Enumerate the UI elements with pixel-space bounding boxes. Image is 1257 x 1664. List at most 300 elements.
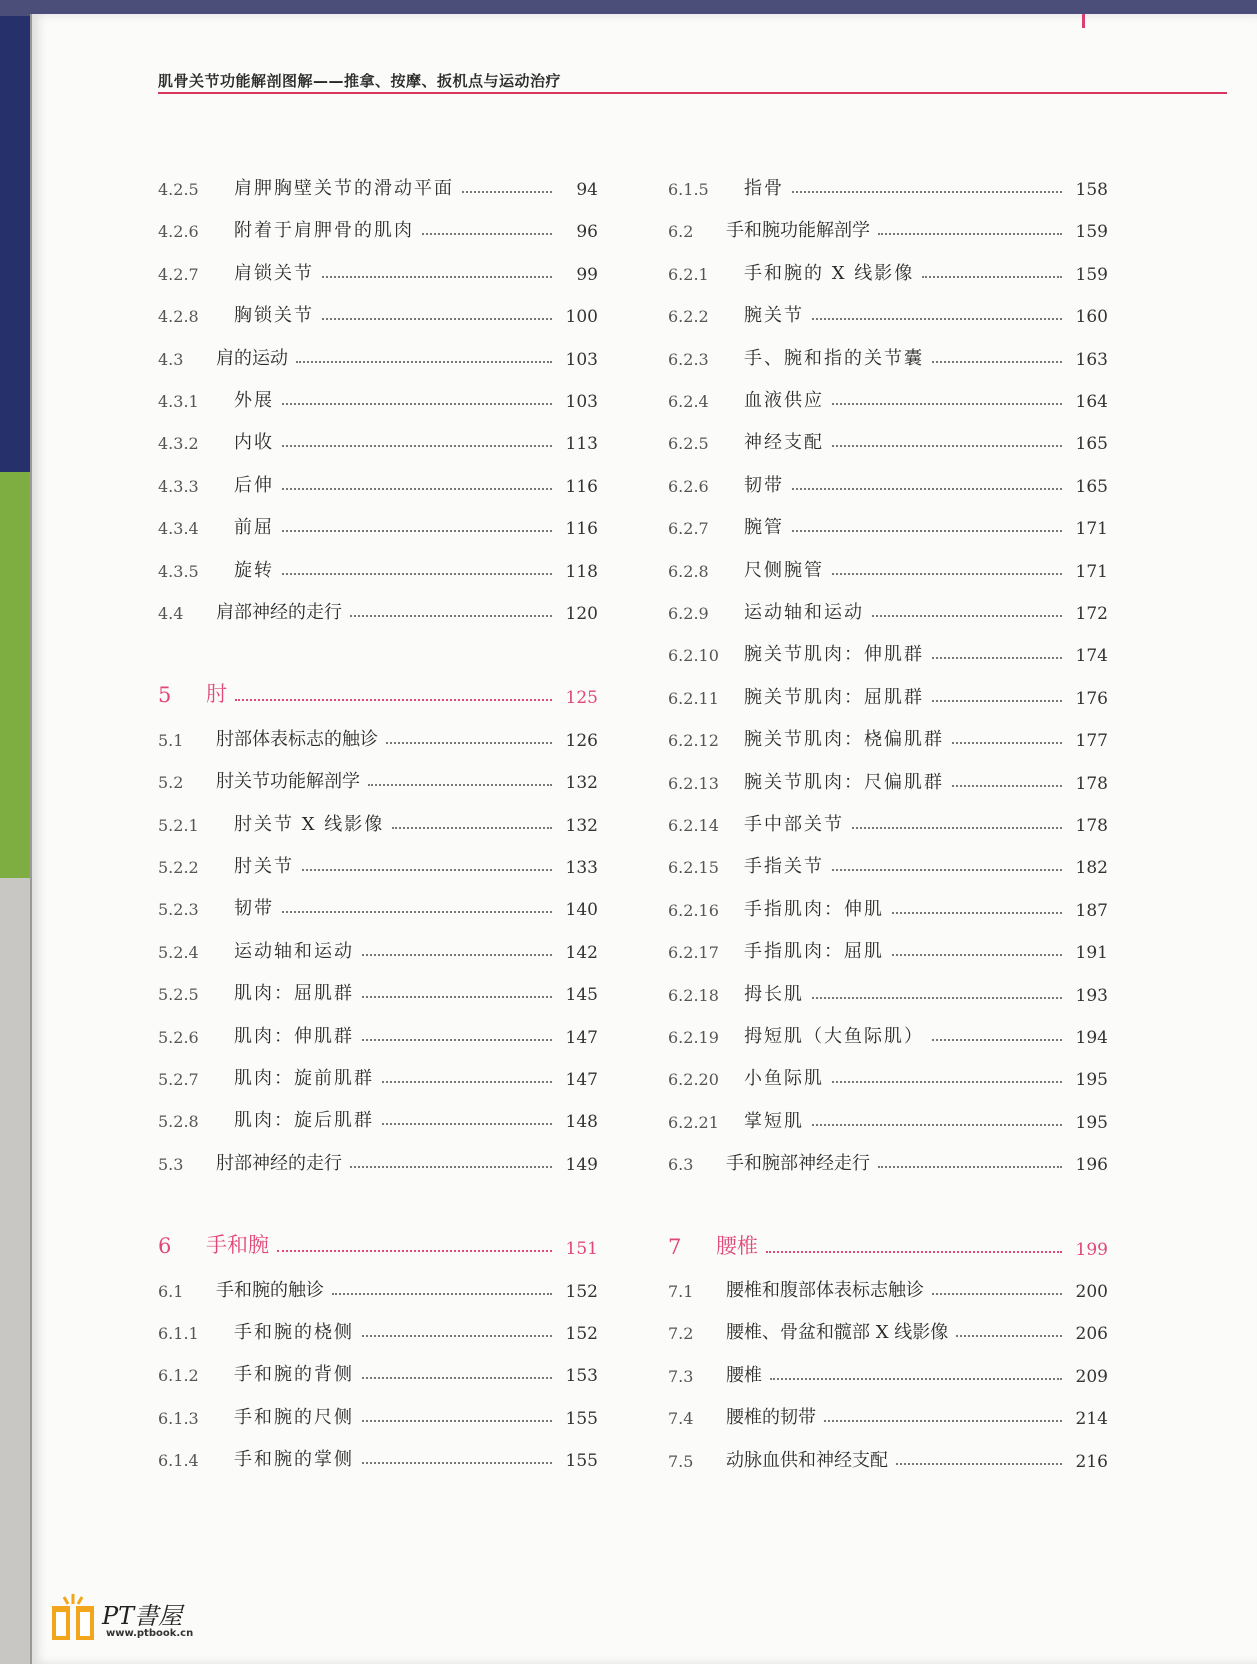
toc-entry-title: 腰椎: [716, 1233, 758, 1258]
toc-entry: [158, 509, 598, 539]
toc-entry-page: 140: [565, 900, 598, 921]
toc-entry-title: 手和腕的背侧: [234, 1364, 354, 1386]
toc-leader-dots: [792, 488, 1062, 490]
toc-entry-number: 6.2.14: [668, 816, 719, 835]
toc-entry-number: 6.2.16: [668, 900, 719, 920]
toc-leader-dots: [362, 996, 552, 998]
toc-entry-number: 6.2.20: [668, 1070, 719, 1090]
toc-entry-page: 94: [576, 180, 598, 200]
toc-entry-page: 126: [565, 730, 598, 751]
toc-entry: [158, 1399, 598, 1429]
toc-leader-dots: [282, 445, 552, 447]
toc-leader-dots: [362, 1420, 552, 1422]
toc-entry-page: 176: [1075, 688, 1108, 709]
toc-entry: [668, 764, 1108, 794]
toc-entry-number: 5.1: [158, 730, 184, 750]
toc-leader-dots: [932, 1039, 1062, 1041]
toc-entry-page: 155: [565, 1408, 598, 1429]
toc-entry: [668, 1357, 1108, 1387]
toc-entry-page: 194: [1075, 1028, 1108, 1048]
toc-entry: [668, 1018, 1108, 1048]
toc-entry-number: 4.3.2: [158, 434, 199, 454]
toc-entry: [668, 933, 1108, 963]
toc-entry-title: 肩的运动: [216, 347, 288, 369]
toc-leader-dots: [932, 361, 1062, 363]
toc-entry-title: 腰椎和腹部体表标志触诊: [726, 1280, 924, 1301]
toc-leader-dots: [350, 615, 552, 617]
toc-leader-dots: [362, 954, 552, 956]
toc-leader-dots: [282, 573, 552, 575]
toc-entry-title: 手和腕功能解剖学: [726, 220, 870, 242]
toc-entry-number: 6.2.3: [668, 349, 709, 369]
toc-entry-page: 133: [565, 858, 598, 878]
toc-entry-number: 6.2.4: [668, 392, 709, 411]
toc-entry-title: 尺侧腕管: [744, 559, 824, 581]
toc-entry-title: 胸锁关节: [234, 305, 314, 327]
toc-entry-page: 174: [1075, 646, 1108, 667]
toc-entry-number: 5: [158, 683, 172, 708]
toc-entry-page: 152: [565, 1281, 598, 1302]
toc-entry: [158, 848, 598, 878]
toc-leader-dots: [382, 1123, 552, 1125]
toc-entry-page: 195: [1075, 1070, 1108, 1091]
toc-entry-number: 5.3: [158, 1154, 184, 1174]
toc-entry: [668, 1314, 1108, 1344]
toc-entry-title: 后伸: [234, 474, 274, 496]
toc-entry-title: 手和腕: [206, 1233, 269, 1258]
toc-entry-title: 拇短肌（大鱼际肌）: [744, 1026, 924, 1047]
toc-entry-title: 小鱼际肌: [744, 1068, 824, 1090]
toc-entry: [668, 297, 1108, 327]
toc-entry: [158, 255, 598, 285]
toc-leader-dots: [832, 573, 1062, 575]
toc-leader-dots: [282, 911, 552, 913]
cover-edge-gray: [0, 878, 30, 1664]
toc-entry: [668, 340, 1108, 370]
toc-chapter-entry: [158, 678, 598, 708]
toc-entry-title: 前屈: [234, 517, 274, 539]
toc-entry-number: 6.2.21: [668, 1112, 719, 1132]
toc-entry-title: 肘: [206, 682, 227, 707]
toc-entry-page: 113: [565, 434, 598, 455]
toc-leader-dots: [878, 1166, 1062, 1168]
toc-entry-page: 164: [1075, 392, 1108, 412]
toc-entry-page: 159: [1075, 222, 1108, 243]
toc-entry-page: 125: [565, 688, 598, 709]
toc-entry-title: 手和腕的尺侧: [234, 1406, 354, 1428]
toc-entry: [668, 212, 1108, 242]
toc-leader-dots: [422, 233, 552, 235]
toc-entry: [158, 890, 598, 920]
toc-entry-number: 6.3: [668, 1155, 694, 1175]
toc-entry-page: 206: [1075, 1324, 1108, 1345]
toc-entry-title: 肩部神经的走行: [216, 602, 342, 623]
toc-leader-dots: [322, 318, 552, 320]
toc-entry-number: 6.2.15: [668, 858, 719, 878]
toc-entry: [668, 1103, 1108, 1133]
toc-entry-title: 掌短肌: [744, 1110, 804, 1132]
toc-entry: [668, 721, 1108, 751]
watermark-brand: PT書屋: [102, 1602, 183, 1630]
toc-entry-page: 103: [565, 392, 598, 412]
toc-entry-page: 145: [565, 985, 598, 1006]
toc-entry-title: 肌肉：旋前肌群: [234, 1068, 374, 1089]
toc-entry-title: 肘部神经的走行: [216, 1152, 342, 1174]
toc-leader-dots: [932, 1293, 1062, 1295]
toc-leader-dots: [832, 1081, 1062, 1083]
toc-entry-title: 韧带: [234, 898, 274, 920]
toc-entry-number: 5.2.6: [158, 1027, 199, 1047]
toc-entry: [158, 424, 598, 454]
toc-entry-title: 手和腕的掌侧: [234, 1449, 354, 1471]
toc-entry: [158, 552, 598, 582]
toc-entry-title: 腕管: [744, 517, 784, 539]
toc-entry-title: 腕关节肌肉：屈肌群: [744, 686, 924, 708]
toc-entry: [158, 1356, 598, 1386]
toc-entry-number: 6.2.7: [668, 519, 709, 539]
toc-leader-dots: [362, 1335, 552, 1337]
toc-entry-page: 120: [565, 604, 598, 624]
toc-entry-number: 6.1.4: [158, 1451, 199, 1471]
toc-entry-number: 5.2.5: [158, 985, 199, 1005]
toc-entry-title: 动脉血供和神经支配: [726, 1449, 888, 1471]
toc-entry-title: 肩锁关节: [234, 262, 314, 284]
toc-entry-title: 手中部关节: [744, 814, 844, 835]
toc-entry-number: 4.2.8: [158, 307, 199, 327]
toc-entry: [668, 594, 1108, 624]
toc-entry-number: 5.2.1: [158, 815, 199, 835]
toc-entry-number: 6.1.1: [158, 1324, 199, 1343]
toc-leader-dots: [872, 615, 1062, 617]
cover-edge-blue: [0, 16, 30, 472]
toc-entry-page: 172: [1075, 604, 1108, 624]
toc-entry-title: 手和腕的桡侧: [234, 1322, 354, 1343]
toc-entry-title: 肌肉：屈肌群: [234, 983, 354, 1005]
toc-leader-dots: [282, 488, 552, 490]
toc-entry: [158, 1145, 598, 1175]
toc-entry: [668, 1442, 1108, 1472]
toc-entry: [668, 170, 1108, 200]
toc-entry-number: 6.1.5: [668, 180, 709, 199]
toc-entry-page: 132: [565, 773, 598, 794]
toc-entry: [158, 297, 598, 327]
toc-entry-page: 191: [1075, 943, 1108, 964]
toc-leader-dots: [956, 1335, 1062, 1337]
toc-entry-page: 99: [576, 264, 598, 285]
toc-entry-page: 200: [1075, 1282, 1108, 1302]
toc-leader-dots: [896, 1463, 1062, 1465]
toc-entry-page: 116: [565, 476, 598, 497]
toc-entry-title: 手指关节: [744, 856, 824, 878]
toc-leader-dots: [368, 784, 552, 786]
toc-leader-dots: [235, 699, 552, 701]
toc-entry-number: 4.3.5: [158, 561, 199, 581]
toc-entry-number: 5.2.7: [158, 1070, 199, 1089]
toc-leader-dots: [932, 700, 1062, 702]
toc-chapter-entry: [158, 1229, 598, 1259]
toc-leader-dots: [824, 1420, 1062, 1422]
toc-entry-number: 4.3.3: [158, 476, 199, 496]
toc-entry-page: 149: [565, 1154, 598, 1175]
toc-entry: [668, 806, 1108, 836]
toc-entry-title: 旋转: [234, 559, 274, 581]
toc-leader-dots: [277, 1250, 552, 1252]
toc-entry-number: 5.2: [158, 773, 184, 793]
toc-entry: [668, 976, 1108, 1006]
toc-entry: [158, 806, 598, 836]
toc-entry-page: 103: [565, 349, 598, 370]
toc-entry-title: 腕关节: [744, 305, 804, 327]
toc-entry: [668, 382, 1108, 412]
toc-entry-page: 151: [565, 1239, 598, 1260]
toc-entry-title: 运动轴和运动: [234, 940, 354, 962]
toc-entry-number: 5.2.8: [158, 1112, 199, 1132]
toc-leader-dots: [792, 530, 1062, 532]
toc-entry-number: 6.1.3: [158, 1408, 199, 1428]
toc-entry: [668, 1272, 1108, 1302]
toc-leader-dots: [892, 912, 1062, 914]
toc-entry-number: 6: [158, 1234, 172, 1259]
toc-entry-number: 5.2.3: [158, 900, 199, 920]
toc-leader-dots: [332, 1293, 552, 1295]
toc-entry-number: 4.2.6: [158, 222, 199, 242]
toc-entry-title: 手指肌肉：伸肌: [744, 898, 884, 920]
toc-leader-dots: [766, 1251, 1062, 1253]
toc-entry-page: 160: [1075, 307, 1108, 328]
toc-entry-title: 肘关节 X 线影像: [234, 813, 385, 835]
toc-entry-number: 6.2.2: [668, 307, 709, 327]
toc-entry-number: 6.2: [668, 222, 694, 242]
toc-leader-dots: [878, 233, 1062, 235]
toc-leader-dots: [832, 869, 1062, 871]
toc-entry: [668, 467, 1108, 497]
toc-entry-title: 内收: [234, 432, 274, 454]
toc-entry-page: 96: [576, 222, 598, 243]
toc-entry-page: 199: [1075, 1239, 1108, 1260]
toc-leader-dots: [792, 191, 1062, 193]
toc-entry-page: 182: [1075, 858, 1108, 879]
toc-entry-number: 4.4: [158, 604, 184, 623]
toc-entry-number: 5.2.4: [158, 942, 199, 962]
watermark-url: www.ptbook.cn: [106, 1628, 194, 1639]
toc-entry-number: 6.2.1: [668, 264, 709, 284]
toc-entry: [158, 763, 598, 793]
toc-entry-number: 7.3: [668, 1366, 694, 1386]
toc-leader-dots: [832, 445, 1062, 447]
toc-leader-dots: [462, 191, 552, 193]
toc-entry-page: 171: [1075, 561, 1108, 582]
toc-entry-number: 4.3.4: [158, 519, 199, 539]
watermark-logo: [50, 1590, 220, 1650]
page-edge-mark: [1082, 14, 1085, 28]
running-header: 肌骨关节功能解剖图解——推拿、按摩、扳机点与运动治疗: [158, 72, 562, 90]
toc-entry-title: 肘部体表标志的触诊: [216, 728, 378, 750]
toc-entry-page: 178: [1075, 773, 1108, 794]
toc-entry-page: 153: [565, 1366, 598, 1387]
toc-entry-title: 手和腕的触诊: [216, 1279, 324, 1301]
toc-entry-title: 肌肉：旋后肌群: [234, 1110, 374, 1132]
toc-entry-page: 165: [1075, 476, 1108, 497]
toc-leader-dots: [296, 361, 552, 363]
toc-entry: [158, 467, 598, 497]
toc-entry-title: 运动轴和运动: [744, 602, 864, 623]
toc-entry-number: 6.2.6: [668, 476, 709, 496]
toc-entry: [158, 975, 598, 1005]
toc-entry-page: 118: [565, 561, 598, 582]
toc-entry: [668, 509, 1108, 539]
toc-chapter-entry: [668, 1230, 1108, 1260]
toc-entry-title: 外展: [234, 390, 274, 411]
toc-entry: [668, 255, 1108, 285]
toc-entry-number: 6.1: [158, 1281, 184, 1301]
toc-entry-number: 7.4: [668, 1409, 694, 1429]
toc-entry-page: 195: [1075, 1112, 1108, 1133]
toc-leader-dots: [922, 276, 1062, 278]
toc-entry: [158, 594, 598, 624]
toc-entry-page: 187: [1075, 900, 1108, 921]
toc-entry-page: 177: [1075, 731, 1108, 752]
toc-entry-number: 6.1.2: [158, 1366, 199, 1386]
toc-entry: [158, 933, 598, 963]
toc-entry-page: 132: [565, 815, 598, 836]
toc-entry-title: 腰椎: [726, 1364, 762, 1386]
toc-leader-dots: [362, 1377, 552, 1379]
toc-entry: [668, 1399, 1108, 1429]
toc-entry: [668, 1145, 1108, 1175]
toc-entry-number: 7.1: [668, 1282, 694, 1301]
toc-leader-dots: [362, 1039, 552, 1041]
toc-entry-title: 指骨: [744, 178, 784, 199]
toc-entry-page: 155: [565, 1451, 598, 1472]
toc-entry: [158, 1314, 598, 1344]
toc-entry-number: 6.2.13: [668, 773, 719, 793]
toc-entry-page: 178: [1075, 816, 1108, 836]
toc-leader-dots: [282, 530, 552, 532]
toc-leader-dots: [382, 1081, 552, 1083]
toc-entry: [158, 1272, 598, 1302]
toc-entry: [668, 636, 1108, 666]
toc-leader-dots: [952, 742, 1062, 744]
toc-entry: [158, 1018, 598, 1048]
toc-entry-number: 5.2.2: [158, 858, 199, 877]
toc-entry-page: 193: [1075, 985, 1108, 1006]
toc-entry: [158, 382, 598, 412]
toc-entry-page: 171: [1075, 519, 1108, 540]
toc-leader-dots: [852, 827, 1062, 829]
toc-entry: [158, 1060, 598, 1090]
toc-entry-number: 4.2.5: [158, 180, 199, 199]
toc-entry: [668, 848, 1108, 878]
toc-entry-page: 209: [1075, 1366, 1108, 1387]
toc-entry: [668, 891, 1108, 921]
toc-leader-dots: [350, 1166, 552, 1168]
toc-leader-dots: [812, 1124, 1062, 1126]
toc-entry: [668, 424, 1108, 454]
toc-entry-title: 腰椎的韧带: [726, 1407, 816, 1429]
toc-entry-number: 6.2.10: [668, 646, 719, 666]
book-logo-icon: [50, 1592, 96, 1644]
cover-edge-green: [0, 472, 30, 878]
toc-entry: [158, 170, 598, 200]
toc-entry-title: 腰椎、骨盆和髋部 X 线影像: [726, 1322, 949, 1344]
toc-leader-dots: [282, 403, 552, 405]
toc-entry-title: 肘关节: [234, 856, 294, 877]
toc-entry-title: 手和腕的 X 线影像: [744, 262, 915, 284]
toc-leader-dots: [386, 742, 552, 744]
toc-entry: [158, 721, 598, 751]
toc-entry-title: 腕关节肌肉：桡偏肌群: [744, 729, 944, 751]
toc-entry-number: 7: [668, 1234, 682, 1259]
toc-entry-number: 6.2.17: [668, 943, 719, 963]
toc-entry-title: 肌肉：伸肌群: [234, 1025, 354, 1047]
toc-entry-number: 4.3: [158, 349, 184, 369]
toc-entry: [158, 340, 598, 370]
toc-entry-title: 手、腕和指的关节囊: [744, 347, 924, 369]
toc-entry-number: 6.2.12: [668, 731, 719, 751]
toc-entry-page: 147: [565, 1027, 598, 1048]
toc-entry-page: 152: [565, 1324, 598, 1344]
toc-entry-title: 韧带: [744, 474, 784, 496]
toc-leader-dots: [770, 1378, 1062, 1380]
toc-entry-page: 196: [1075, 1155, 1108, 1176]
toc-entry-number: 7.2: [668, 1324, 694, 1344]
toc-entry-number: 6.2.19: [668, 1028, 719, 1047]
toc-entry-page: 116: [565, 519, 598, 540]
toc-entry-number: 4.3.1: [158, 392, 199, 411]
toc-entry: [668, 1060, 1108, 1090]
toc-entry-title: 神经支配: [744, 432, 824, 454]
toc-leader-dots: [392, 827, 552, 829]
toc-entry-number: 6.2.11: [668, 688, 719, 708]
toc-entry-page: 165: [1075, 434, 1108, 455]
toc-leader-dots: [812, 318, 1062, 320]
toc-entry-page: 147: [565, 1070, 598, 1090]
toc-leader-dots: [302, 869, 552, 871]
toc-entry-title: 肘关节功能解剖学: [216, 771, 360, 793]
toc-entry-page: 100: [565, 307, 598, 328]
toc-leader-dots: [322, 276, 552, 278]
toc-leader-dots: [892, 954, 1062, 956]
toc-entry-page: 163: [1075, 349, 1108, 370]
toc-entry-title: 血液供应: [744, 390, 824, 411]
toc-leader-dots: [932, 657, 1062, 659]
toc-leader-dots: [832, 403, 1062, 405]
toc-entry-number: 7.5: [668, 1451, 694, 1471]
header-rule: [158, 92, 1227, 94]
toc-entry-page: 159: [1075, 264, 1108, 285]
toc-entry-title: 腕关节肌肉：伸肌群: [744, 644, 924, 666]
toc-leader-dots: [362, 1462, 552, 1464]
toc-entry-title: 手指肌肉：屈肌: [744, 941, 884, 963]
toc-entry-number: 4.2.7: [158, 264, 199, 284]
toc-entry-page: 142: [565, 942, 598, 963]
toc-entry-number: 6.2.18: [668, 985, 719, 1005]
toc-entry-page: 148: [565, 1112, 598, 1133]
toc-entry: [158, 212, 598, 242]
toc-entry-page: 158: [1075, 180, 1108, 200]
toc-entry: [158, 1102, 598, 1132]
toc-entry-number: 6.2.5: [668, 434, 709, 454]
toc-leader-dots: [812, 997, 1062, 999]
toc-entry: [668, 679, 1108, 709]
toc-entry-title: 手和腕部神经走行: [726, 1153, 870, 1175]
toc-entry-title: 拇长肌: [744, 983, 804, 1005]
toc-entry-title: 腕关节肌肉：尺偏肌群: [744, 771, 944, 793]
toc-entry-page: 214: [1075, 1409, 1108, 1430]
toc-entry: [158, 1441, 598, 1471]
toc-entry-title: 附着于肩胛骨的肌肉: [234, 220, 414, 242]
toc-entry: [668, 552, 1108, 582]
